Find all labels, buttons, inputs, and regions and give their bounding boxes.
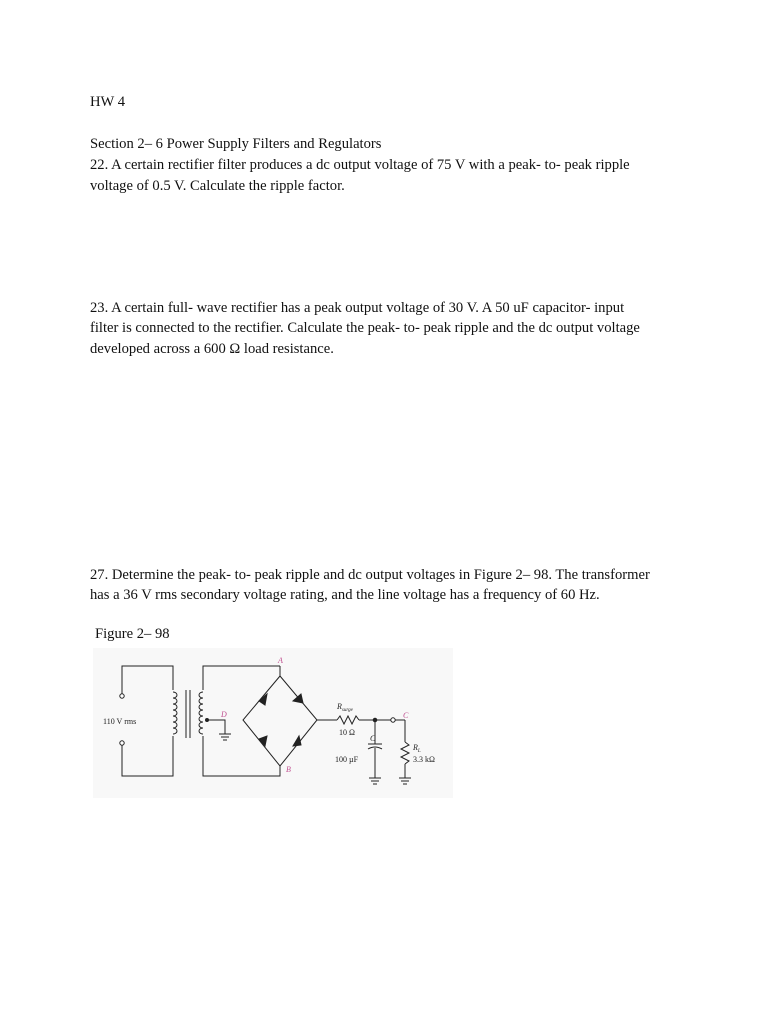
output-terminal	[391, 718, 395, 722]
problem-22-line-2: voltage of 0.5 V. Calculate the ripple factor.	[90, 178, 345, 194]
problem-23-line-2: filter is connected to the rectifier. Calculate the peak- to- peak ripple and the dc output voltage	[90, 320, 640, 336]
primary-coil	[173, 692, 177, 734]
center-tap-wire	[207, 720, 225, 734]
secondary-wire-bottom	[203, 736, 280, 776]
secondary-coil	[199, 692, 203, 734]
surge-resistor-label: $R_{surge}$	[337, 702, 353, 713]
surge-resistor-value: 10 Ω	[339, 728, 355, 737]
circuit-diagram	[93, 648, 453, 798]
source-label: 110 V rms	[103, 717, 137, 726]
source-terminal-top	[120, 694, 124, 698]
node-b-label: B	[286, 765, 291, 774]
load-label: $R_L$	[413, 743, 421, 754]
problem-27-line-2: has a 36 V rms secondary voltage rating, and the line voltage has a frequency of 60 Hz.	[90, 587, 600, 603]
problem-23-line-3: developed across a 600 Ω load resistance.	[90, 341, 334, 357]
node-c-label: C	[403, 711, 409, 720]
node-d-label: D	[221, 710, 227, 719]
diode-2	[293, 694, 303, 703]
surge-resistor	[337, 716, 359, 724]
node-a-label: A	[278, 656, 283, 665]
problem-22-line-1: 22. A certain rectifier filter produces a dc output voltage of 75 V with a peak- to- peak ripple	[90, 157, 630, 173]
cap-value: 100 µF	[335, 755, 359, 764]
source-terminal-bottom	[120, 741, 124, 745]
page-title: HW 4	[90, 94, 125, 110]
bridge-diamond	[243, 676, 317, 766]
cap-label: C	[370, 734, 376, 743]
primary-wire-bottom	[122, 736, 173, 776]
secondary-wire-top	[203, 666, 280, 690]
primary-wire-top	[122, 666, 173, 694]
section-heading: Section 2– 6 Power Supply Filters and Regulators	[90, 136, 382, 152]
circuit-svg	[93, 648, 453, 798]
center-tap-dot	[206, 719, 209, 722]
figure-label: Figure 2– 98	[95, 626, 170, 642]
load-value: 3.3 kΩ	[413, 755, 435, 764]
problem-27-line-1: 27. Determine the peak- to- peak ripple and dc output voltages in Figure 2– 98. The transformer	[90, 567, 650, 583]
load-resistor	[401, 742, 409, 764]
diode-4	[293, 736, 301, 746]
problem-23-line-1: 23. A certain full- wave rectifier has a peak output voltage of 30 V. A 50 uF capacitor- input	[90, 300, 625, 316]
